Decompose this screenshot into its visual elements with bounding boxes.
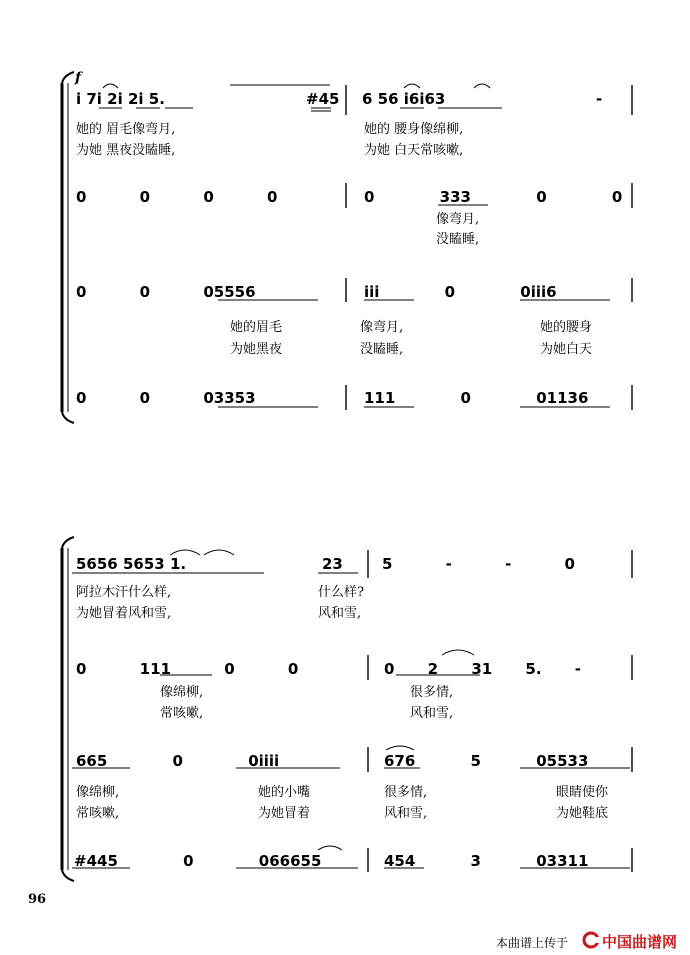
s2-voice3-lyric1: 像绵柳, xyxy=(76,785,120,800)
s1-voice1-notes: - xyxy=(596,90,603,108)
s1-voice4-notes: 111 0 01136 xyxy=(364,389,589,407)
s2-voice1-notes: 5 - - 0 xyxy=(382,555,575,573)
watermark-brand[interactable]: 中国曲谱网 xyxy=(602,933,678,951)
s1-voice2-notes: 0 0 0 0 xyxy=(76,188,278,206)
s2-voice3-lyric2: 风和雪, xyxy=(384,806,428,821)
s2-voice2-lyric2: 风和雪, xyxy=(410,706,454,721)
s1-voice1-notes: i 7i 2i 2i 5. xyxy=(76,90,165,108)
s2-voice2-lyric2: 常咳嗽, xyxy=(160,706,204,721)
s1-voice3-lyric2: 为她黑夜 xyxy=(230,342,283,357)
s1-voice3-notes: iii 0 0iii6 xyxy=(364,283,557,301)
s1-voice3-lyric1: 像弯月, xyxy=(360,320,404,335)
s2-voice2-notes: 0 111 0 0 xyxy=(76,660,299,678)
s1-voice4-notes: 0 0 03353 xyxy=(76,389,256,407)
s1-voice3-lyric2: 为她白天 xyxy=(540,342,593,357)
s1-voice1-notes: 6 56 i6i63 xyxy=(362,90,446,108)
s2-voice4-notes: 454 3 03311 xyxy=(384,852,589,870)
s2-voice3-lyric1: 很多情, xyxy=(384,785,428,800)
watermark-text: 本曲谱上传于 xyxy=(496,936,569,950)
s2-voice3-notes: 676 5 05533 xyxy=(384,752,589,770)
s1-voice3-lyric1: 她的腰身 xyxy=(540,320,593,335)
s2-voice4-notes: #445 0 066655 xyxy=(74,852,322,870)
red-c-logo-icon xyxy=(582,931,600,949)
s1-voice1-lyric1: 她的 眉毛像弯月, xyxy=(76,122,176,137)
s2-voice3-lyric2: 常咳嗽, xyxy=(76,806,120,821)
s1-voice2-lyric1: 像弯月, xyxy=(436,212,480,227)
s2-voice2-lyric1: 像绵柳, xyxy=(160,685,204,700)
s2-voice3-lyric1: 她的小嘴 xyxy=(258,785,311,800)
s2-voice1-lyric1: 阿拉木汗什么样, xyxy=(76,585,172,600)
s2-voice2-lyric1: 很多情, xyxy=(410,685,454,700)
s2-voice1-lyric2: 风和雪, xyxy=(318,606,362,621)
s1-voice1-lyric2: 为她 黑夜没瞌睡, xyxy=(76,143,176,158)
s1-voice3-lyric1: 她的眉毛 xyxy=(230,320,283,335)
s1-voice1-notes: #45 xyxy=(306,90,340,108)
s2-voice2-notes: 0 2 31 5. - xyxy=(384,660,581,678)
s2-voice3-lyric2: 为她冒着 xyxy=(258,806,311,821)
s2-voice1-notes: 23 xyxy=(322,555,343,573)
s2-voice3-notes: 665 0 0iiii xyxy=(76,752,280,770)
page-number: 96 xyxy=(28,892,47,907)
s1-voice2-notes: 0 333 0 0 xyxy=(364,188,623,206)
s2-voice1-notes: 5656 5653 1. xyxy=(76,555,187,573)
s2-voice1-lyric1: 什么样? xyxy=(318,585,364,600)
s2-voice3-lyric2: 为她鞋底 xyxy=(556,806,609,821)
s1-voice2-lyric2: 没瞌睡, xyxy=(436,232,480,247)
s2-voice3-lyric1: 眼睛使你 xyxy=(556,785,609,800)
s2-voice1-lyric2: 为她冒着风和雪, xyxy=(76,606,172,621)
s1-voice3-lyric2: 没瞌睡, xyxy=(360,342,404,357)
s1-voice3-notes: 0 0 05556 xyxy=(76,283,256,301)
dynamic-marking: f xyxy=(75,70,82,86)
s1-voice1-lyric1: 她的 腰身像绵柳, xyxy=(364,122,464,137)
s1-voice1-lyric2: 为她 白天常咳嗽, xyxy=(364,143,464,158)
